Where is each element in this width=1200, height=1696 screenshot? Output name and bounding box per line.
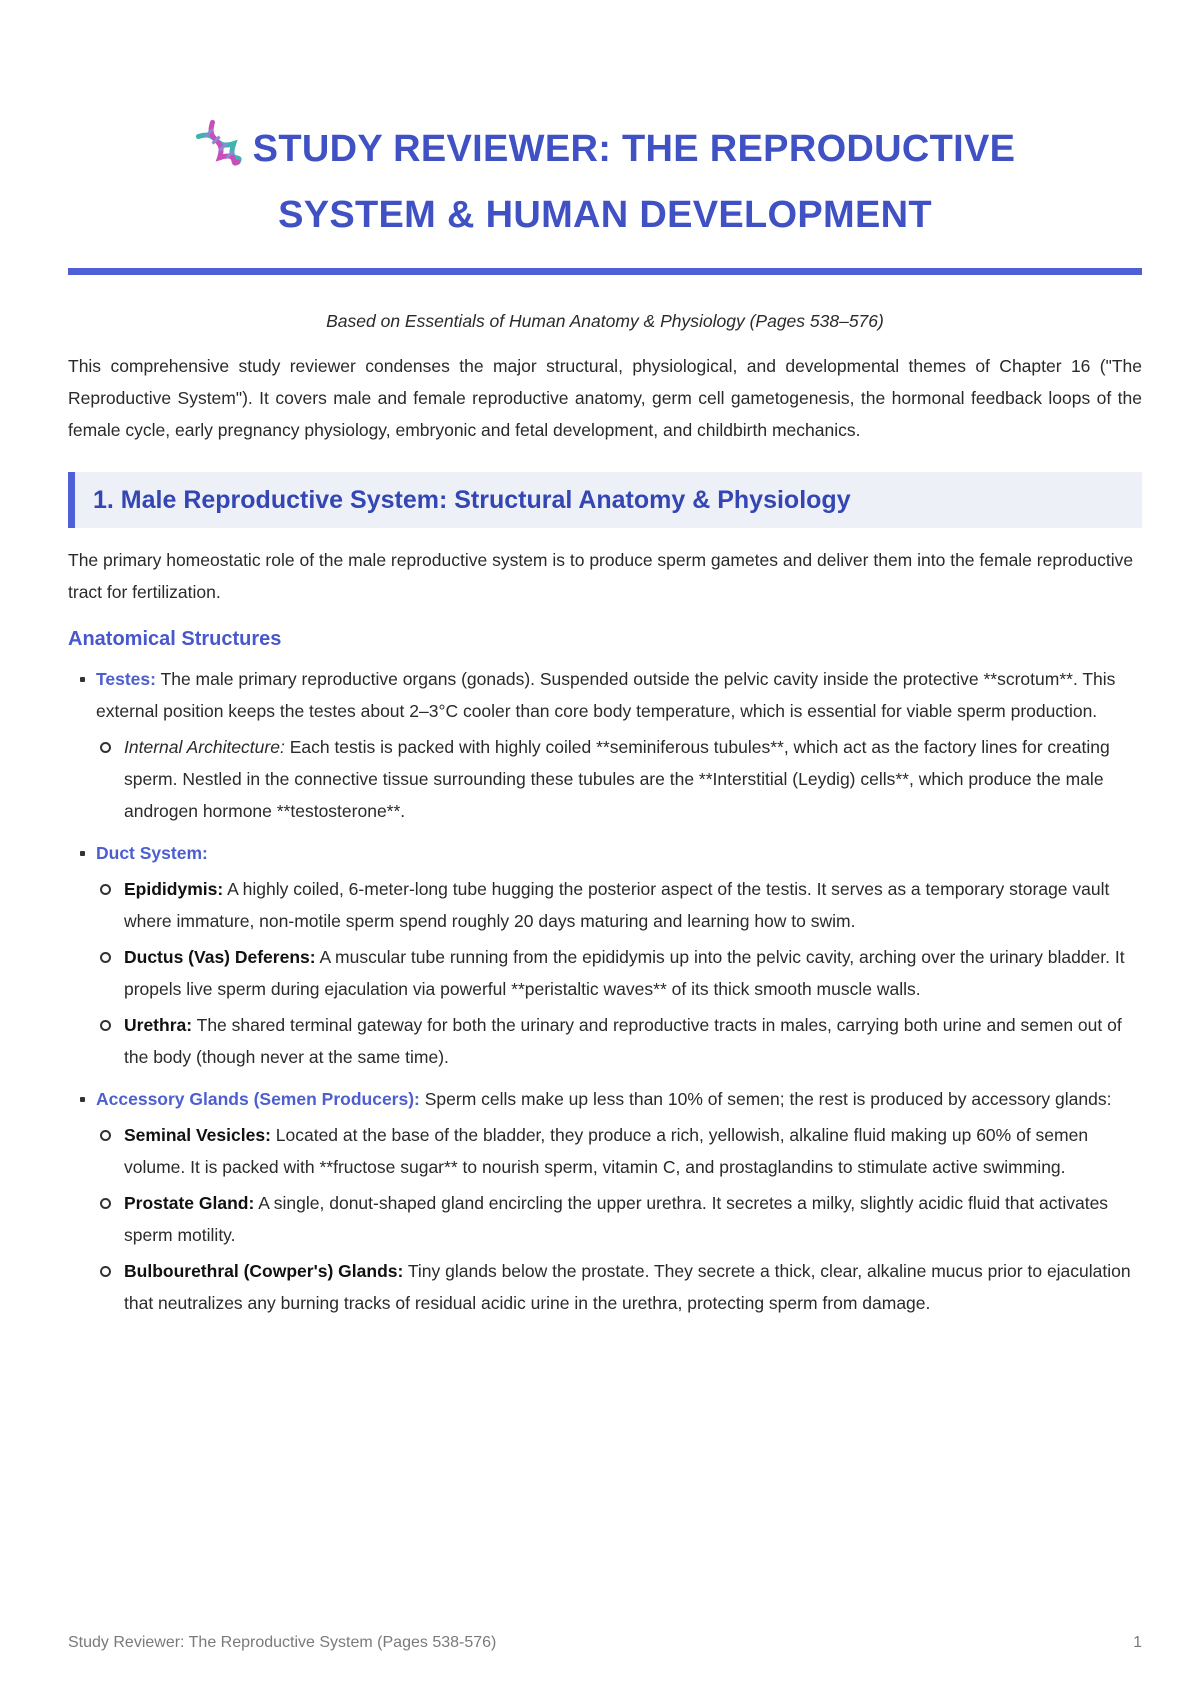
- title-line-1: STUDY REVIEWER: THE REPRODUCTIVE: [252, 128, 1016, 170]
- list-item-internal-architecture: [96, 731, 1142, 827]
- footer-title: Study Reviewer: The Reproductive System (Pages 538-576): [68, 1634, 497, 1651]
- section-1-intro: The primary homeostatic role of the male reproductive system is to produce sperm gametes and deliver them into the female reproductive tract for fertilization.: [68, 550, 1134, 602]
- accessory-glands-text: Sperm cells make up less than 10% of semen; the rest is produced by accessory glands:: [419, 1089, 1112, 1109]
- section-1-title: 1. Male Reproductive System: Structural Anatomy & Physiology: [93, 485, 851, 514]
- ductus-deferens-term: Ductus (Vas) Deferens:: [124, 947, 316, 967]
- list-item-seminal-vesicles: [96, 1119, 1142, 1183]
- document-page: [68, 0, 1142, 1329]
- list-item-bulbourethral-glands: [96, 1255, 1142, 1319]
- page-number: 1: [1133, 1634, 1142, 1651]
- testes-sublist: [96, 731, 1142, 827]
- list-item-urethra: [96, 1009, 1142, 1073]
- page-footer: [68, 1634, 1142, 1652]
- anatomical-structures-heading: Anatomical Structures: [68, 628, 282, 650]
- duct-sublist: [96, 873, 1142, 1073]
- list-item-ductus-deferens: [96, 941, 1142, 1005]
- document-subtitle: Based on Essentials of Human Anatomy & Physiology (Pages 538–576): [326, 311, 884, 331]
- urethra-text: The shared terminal gateway for both the urinary and reproductive tracts in males, carrying both urine and semen out of the body (though never at the same time).: [124, 1015, 1122, 1067]
- urethra-term: Urethra:: [124, 1015, 193, 1035]
- list-item-accessory-glands: [68, 1083, 1142, 1319]
- list-item-testes: [68, 663, 1142, 827]
- epididymis-text: A highly coiled, 6-meter-long tube hugging the posterior aspect of the testis. It serves as a temporary storage vault where immature, non-motile sperm spend roughly 20 days maturing and learning how to swim.: [124, 879, 1110, 931]
- glands-sublist: [96, 1119, 1142, 1319]
- epididymis-term: Epididymis:: [124, 879, 224, 899]
- internal-architecture-label: Internal Architecture:: [124, 737, 285, 757]
- testes-text: The male primary reproductive organs (gonads). Suspended outside the pelvic cavity inside the protective **scrotum**. This external position keeps the testes about 2–3°C cooler than core body temperature, which is essential for viable sperm production.: [96, 669, 1116, 721]
- list-item-duct-system: [68, 837, 1142, 1073]
- testes-label: Testes:: [96, 669, 156, 689]
- document-title: [68, 116, 1142, 248]
- intro-paragraph: This comprehensive study reviewer condenses the major structural, physiological, and developmental themes of Chapter 16 ("The Reproductive System"). It covers male and female reproductive anatomy, germ cell gametogenesis, the hormonal feedback loops of the female cycle, early pregnancy physiology, embryonic and fetal development, and childbirth mechanics.: [68, 356, 1142, 440]
- seminal-vesicles-term: Seminal Vesicles:: [124, 1125, 271, 1145]
- section-1-header: [68, 472, 1142, 528]
- bulbourethral-glands-text: Tiny glands below the prostate. They secrete a thick, clear, alkaline mucus prior to ejaculation that neutralizes any burning tracks of residual acidic urine in the urethra, protecting sperm from damage.: [124, 1261, 1131, 1313]
- anatomy-list: [68, 663, 1142, 1319]
- list-item-epididymis: [96, 873, 1142, 937]
- prostate-gland-text: A single, donut-shaped gland encircling the upper urethra. It secretes a milky, slightly acidic fluid that activates sperm motility.: [124, 1193, 1109, 1245]
- seminal-vesicles-text: Located at the base of the bladder, they produce a rich, yellowish, alkaline fluid making up 60% of semen volume. It is packed with **fructose sugar** to nourish sperm, vitamin C, and prostaglandins to stimulate active swimming.: [124, 1125, 1089, 1177]
- accessory-glands-label: Accessory Glands (Semen Producers):: [96, 1089, 420, 1109]
- title-line-2: SYSTEM & HUMAN DEVELOPMENT: [278, 194, 932, 236]
- ductus-deferens-text: A muscular tube running from the epididymis up into the pelvic cavity, arching over the urinary bladder. It propels live sperm during ejaculation via powerful **peristaltic waves** of its thick smooth muscle walls.: [124, 947, 1125, 999]
- title-divider: [68, 268, 1142, 275]
- list-item-prostate-gland: [96, 1187, 1142, 1251]
- dna-icon: [195, 119, 247, 171]
- prostate-gland-term: Prostate Gland:: [124, 1193, 255, 1213]
- internal-architecture-text: Each testis is packed with highly coiled **seminiferous tubules**, which act as the factory lines for creating sperm. Nestled in the connective tissue surrounding these tubules are the **Interstitial (Leydig) cells**, which produce the male androgen hormone **testosterone**.: [124, 737, 1110, 821]
- duct-system-label: Duct System:: [96, 843, 208, 863]
- bulbourethral-glands-term: Bulbourethral (Cowper's) Glands:: [124, 1261, 404, 1281]
